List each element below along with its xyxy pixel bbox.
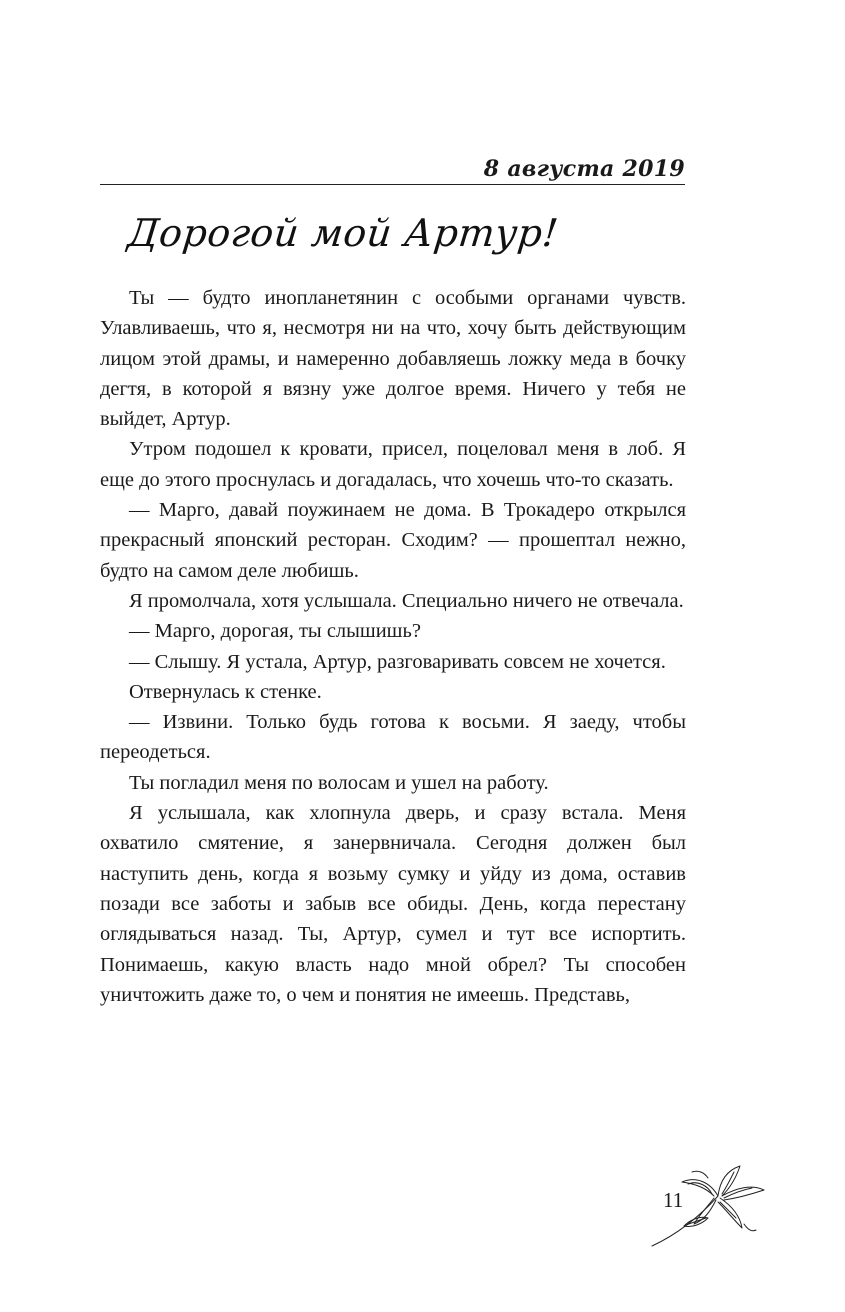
paragraph: — Извини. Только будь готова к восьми. Я заеду, чтобы переодеться.: [100, 711, 686, 764]
paragraph: Я услышала, как хлопнула дверь, и сразу встала. Меня охватило смятение, я занервничала. Сегодня должен был наступить день, когда я возьму сумку и уйду из дома, оставив позади все заботы и забыв все обиды. День, когда перестану оглядываться назад. Ты, Артур, сумел и тут все испортить. Понимаешь, какую власть надо мной обрел? Ты способен уничтожить даже то, о чем и понятия не имеешь. Представь,: [100, 802, 686, 1006]
header-rule: [100, 184, 685, 185]
paragraph: Ты погладил меня по волосам и ушел на работу.: [129, 771, 549, 794]
paragraph: Отвернулась к стенке.: [129, 680, 322, 703]
paragraph: Ты — будто инопланетянин с особыми органами чувств. Улавливаешь, что я, несмотря ни на что, хочу быть действующим лицом этой драмы, и намеренно добавляешь ложку меда в бочку дегтя, в которой я вязну уже долгое время. Ничего у тебя не выйдет, Артур.: [100, 287, 686, 431]
entry-date: 8 августа 2019: [483, 156, 685, 182]
paragraph: Утром подошел к кровати, присел, поцеловал меня в лоб. Я еще до этого проснулась и догадалась, что хочешь что-то сказать.: [100, 438, 686, 491]
paragraph: — Марго, дорогая, ты слышишь?: [129, 620, 421, 643]
paragraph: Я промолчала, хотя услышала. Специально ничего не отвечала.: [129, 589, 684, 612]
paragraph: — Марго, давай поужинаем не дома. В Трокадеро открылся прекрасный японский ресторан. Сходим? — прошептал нежно, будто на самом деле любишь.: [100, 499, 686, 582]
page-number: 11: [663, 1188, 684, 1212]
salutation: Дорогой мой Артур!: [125, 211, 561, 255]
paragraph: — Слышу. Я устала, Артур, разговаривать совсем не хочется.: [129, 650, 666, 673]
letter-body: [100, 283, 686, 1010]
